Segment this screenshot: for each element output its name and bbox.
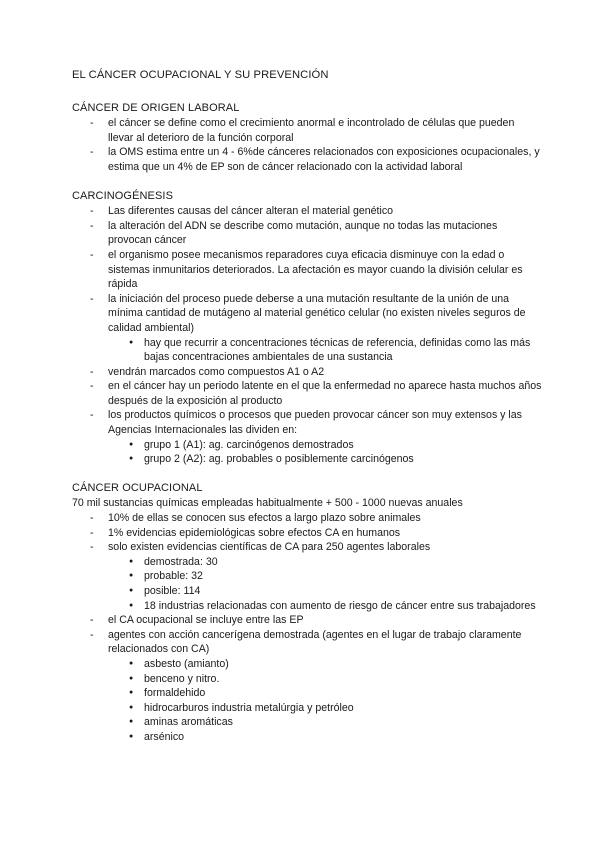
list-item: - la OMS estima entre un 4 - 6%de cánceres relacionados con exposiciones ocupacionales, y estima que un 4% de EP son de cáncer relacionado con la actividad laboral [72, 145, 542, 174]
list-item: - Las diferentes causas del cáncer alteran el material genético [72, 204, 542, 219]
section-heading: CÁNCER OCUPACIONAL [72, 481, 203, 494]
sub-list-item: ● hay que recurrir a concentraciones técnicas de referencia, definidas como las más bajas concentraciones ambientales de una sustancia [72, 336, 542, 365]
section-intro: 70 mil sustancias químicas empleadas habitualmente + 500 - 1000 nuevas anuales [72, 497, 463, 510]
list-item: - el CA ocupacional se incluye entre las EP [72, 613, 542, 628]
bullet-list [72, 511, 542, 745]
document-page [72, 64, 542, 759]
section-cancer-ocupacional [72, 481, 542, 745]
bullet-list [72, 116, 542, 174]
sub-list-item: ● grupo 1 (A1): ag. carcinógenos demostrados [72, 438, 542, 453]
sub-list-item: ● demostrada: 30 [72, 555, 542, 570]
section-cancer-origen-laboral [72, 101, 542, 175]
list-item: - 10% de ellas se conocen sus efectos a largo plazo sobre animales [72, 511, 542, 526]
sub-list-item: ● formaldehido [72, 686, 542, 701]
sub-list-item: ● benceno y nitro. [72, 672, 542, 687]
sub-list-item: ● hidrocarburos industria metalúrgia y petróleo [72, 701, 542, 716]
list-item: - vendrán marcados como compuestos A1 o A2 [72, 365, 542, 380]
list-item: - solo existen evidencias científicas de CA para 250 agentes laborales [72, 540, 542, 555]
sub-list-item: ● aminas aromáticas [72, 715, 542, 730]
list-item: - 1% evidencias epidemiológicas sobre efectos CA en humanos [72, 526, 542, 541]
bullet-list [72, 204, 542, 467]
list-item: - la alteración del ADN se describe como mutación, aunque no todas las mutaciones provocan cáncer [72, 219, 542, 248]
list-item: - los productos químicos o procesos que pueden provocar cáncer son muy extensos y las Agencias Internacionales las dividen en: [72, 408, 542, 437]
list-item: - agentes con acción cancerígena demostrada (agentes en el lugar de trabajo claramente relacionados con CA) [72, 628, 542, 657]
list-item: - el cáncer se define como el crecimiento anormal e incontrolado de células que pueden llevar al deterioro de la función corporal [72, 116, 542, 145]
list-item: - el organismo posee mecanismos reparadores cuya eficacia disminuye con la edad o sistemas inmunitarios deteriorados. La afectación es mayor cuando la división celular es rápida [72, 248, 542, 292]
list-item: - en el cáncer hay un periodo latente en el que la enfermedad no aparece hasta muchos años después de la exposición al producto [72, 379, 542, 408]
section-heading: CÁNCER DE ORIGEN LABORAL [72, 101, 240, 114]
sub-list-item: ● posible: 114 [72, 584, 542, 599]
section-heading: CARCINOGÉNESIS [72, 189, 174, 202]
sub-list-item: ● asbesto (amianto) [72, 657, 542, 672]
sub-list-item: ● 18 industrias relacionadas con aumento de riesgo de cáncer entre sus trabajadores [72, 599, 542, 614]
sub-list-item: ● arsénico [72, 730, 542, 745]
page-title: EL CÁNCER OCUPACIONAL Y SU PREVENCIÓN [72, 69, 329, 81]
list-item: - la iniciación del proceso puede deberse a una mutación resultante de la unión de una mínima cantidad de mutágeno al material genético celular (no existen niveles seguros de calidad ambiental) [72, 292, 542, 336]
sub-list-item: ● probable: 32 [72, 569, 542, 584]
section-carcinogenesis [72, 189, 542, 467]
sub-list-item: ● grupo 2 (A2): ag. probables o posiblemente carcinógenos [72, 452, 542, 467]
